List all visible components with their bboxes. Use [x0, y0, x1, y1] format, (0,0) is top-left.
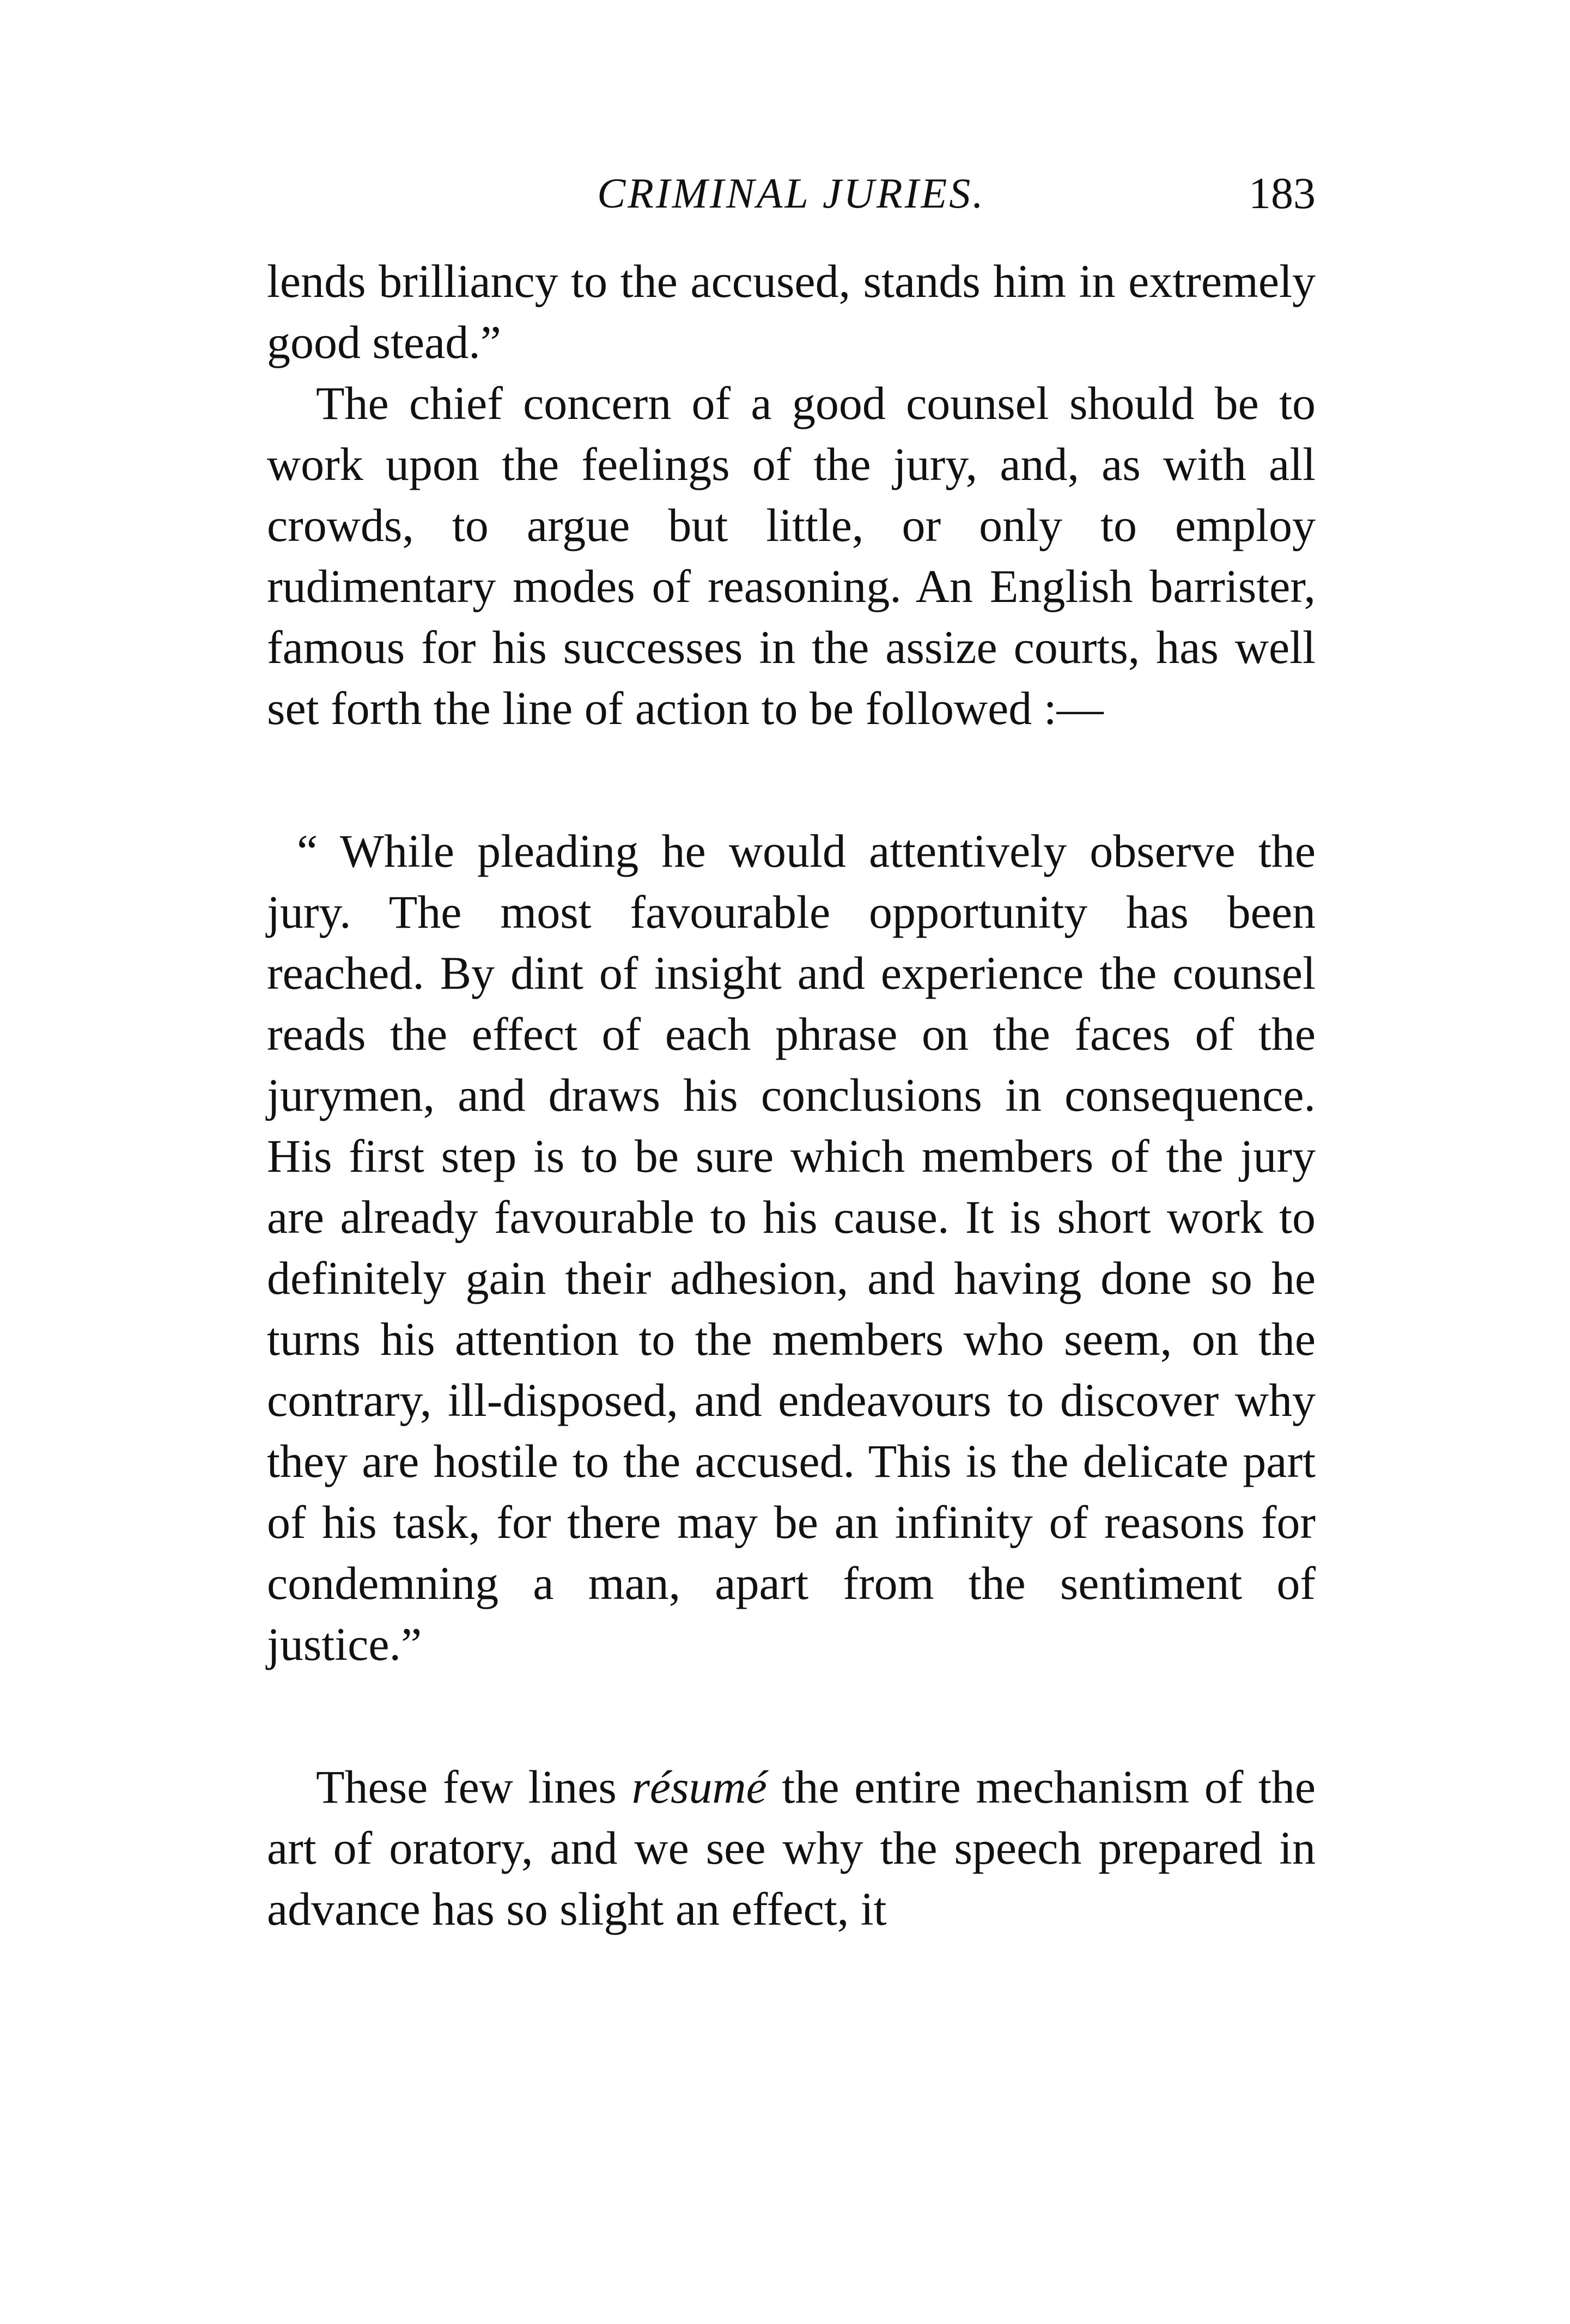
paragraph-oratory-rest: the entire mechanism of the art of oratory, and we see why the speech prepared in advance has so slight an effect, it: [267, 1761, 1316, 1935]
paragraph-oratory: [267, 1756, 1316, 1939]
paragraph-counsel: The chief concern of a good counsel should be to work upon the feelings of the jury, and, as with all crowds, to argue but little, or only to employ rudimentary modes of reasoning. An English barrister, famous for his successes in the assize courts, has well set forth the line of action to be followed :—: [267, 377, 1316, 734]
page-header: [267, 163, 1316, 223]
paragraph-oratory-lead: These few lines: [316, 1761, 632, 1813]
italic-word: résumé: [631, 1761, 767, 1813]
block-quote: “ While pleading he would attentively observe the jury. The most favourable opportunity has been reached. By dint of insight and experience the counsel reads the effect of each phrase on the faces of the jurymen, and draws his conclusions in consequence. His first step is to be sure which members of the jury are already favourable to his cause. It is short work to definitely gain their adhesion, and having done so he turns his attention to the members who seem, on the contrary, ill-disposed, and endeavours to discover why they are hostile to the accused. This is the delicate part of his task, for there may be an infinity of reasons for condemning a man, apart from the sentiment of justice.”: [267, 825, 1316, 1670]
body-text: [267, 251, 1316, 1939]
paragraph-continued: lends brilliancy to the accused, stands him in extremely good stead.”: [267, 255, 1316, 368]
page-number: 183: [1249, 168, 1316, 218]
running-head: CRIMINAL JURIES.: [597, 169, 985, 217]
